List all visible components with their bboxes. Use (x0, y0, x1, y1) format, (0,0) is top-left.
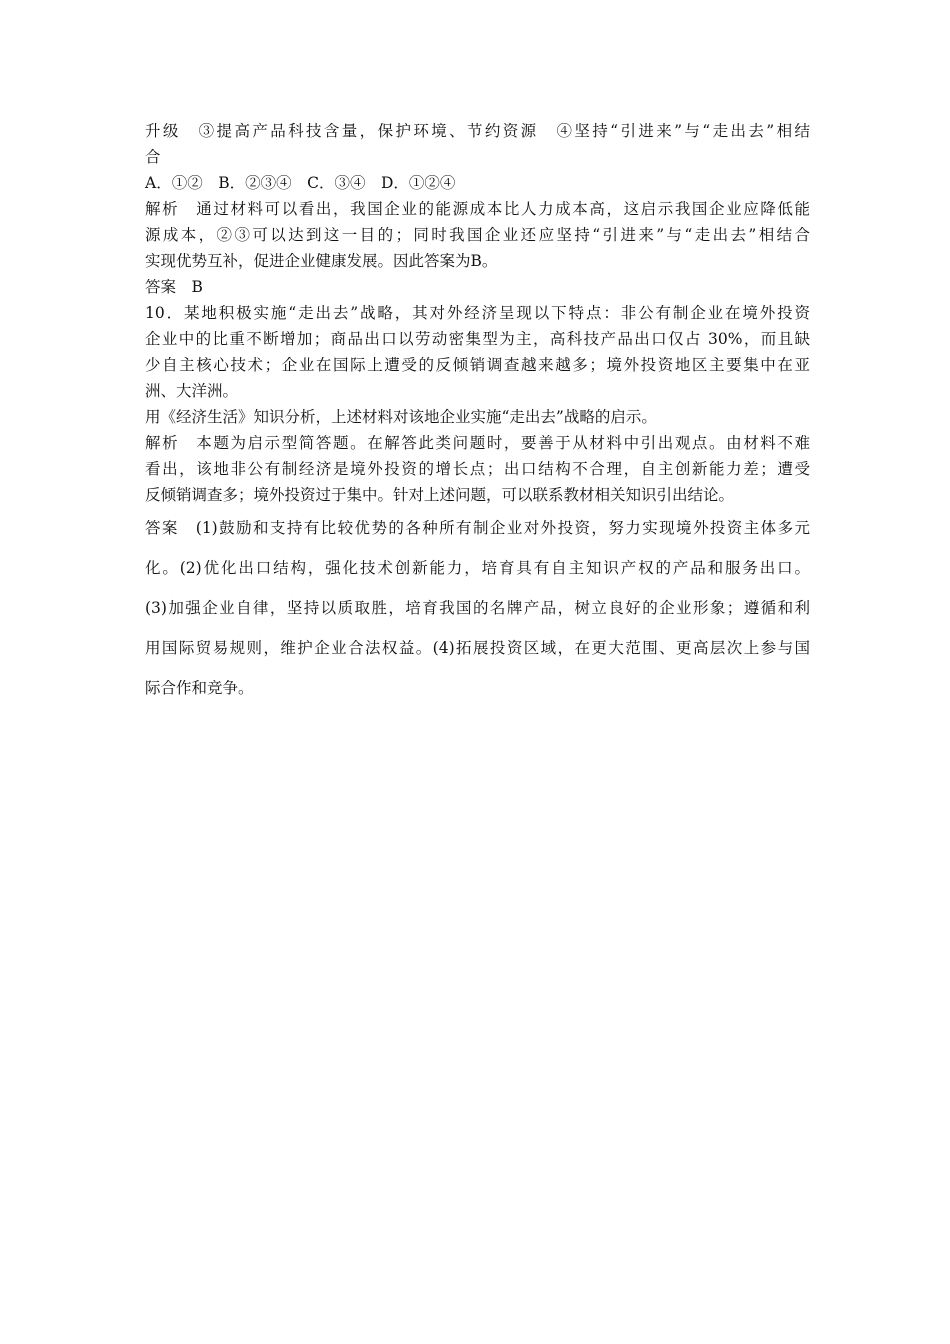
q9-options-continuation (145, 118, 810, 170)
document-page (145, 118, 810, 708)
q10-analysis-line: 反倾销调查多；境外投资过于集中。针对上述问题，可以联系教材相关知识引出结论。 (145, 486, 735, 504)
q9-choice-line-end: 合 (145, 148, 161, 166)
q10-answer-line: (3)加强企业自律，坚持以质取胜，培育我国的名牌产品，树立良好的企业形象；遵循和利 (145, 599, 810, 617)
q9-analysis (145, 196, 810, 274)
q9-answer: 答案 B (145, 278, 203, 296)
q9-analysis-line: 源成本，②③可以达到这一目的；同时我国企业还应坚持“引进来”与“走出去”相结合 (145, 226, 810, 244)
q10-answer-line: 答案 (1)鼓励和支持有比较优势的各种所有制企业对外投资，努力实现境外投资主体多元 (145, 519, 810, 537)
q9-answer-options: A．①② B．②③④ C．③④ D．①②④ (145, 174, 456, 192)
q10-stem-line: 洲、大洋洲。 (145, 382, 239, 400)
q10-answer-line: 际合作和竞争。 (145, 679, 254, 697)
q10-analysis-line: 看出，该地非公有制经济是境外投资的增长点；出口结构不合理，自主创新能力差；遭受 (145, 460, 810, 478)
q10-analysis-line: 解析 本题为启示型简答题。在解答此类问题时，要善于从材料中引出观点。由材料不难 (145, 434, 810, 452)
q10-stem-line: 10．某地积极实施“走出去”战略，其对外经济呈现以下特点：非公有制企业在境外投资 (145, 304, 810, 322)
q10-stem (145, 300, 810, 404)
q10-stem-line: 企业中的比重不断增加；商品出口以劳动密集型为主，高科技产品出口仅占 30%，而且缺 (145, 330, 810, 348)
q10-answer (145, 508, 810, 708)
q10-stem-line: 少自主核心技术；企业在国际上遭受的反倾销调查越来越多；境外投资地区主要集中在亚 (145, 356, 810, 374)
q9-analysis-line: 解析 通过材料可以看出，我国企业的能源成本比人力成本高，这启示我国企业应降低能 (145, 200, 810, 218)
q10-answer-line: 用国际贸易规则，维护企业合法权益。(4)拓展投资区域，在更大范围、更高层次上参与国 (145, 639, 810, 657)
q10-question: 用《经济生活》知识分析，上述材料对该地企业实施“走出去”战略的启示。 (145, 408, 657, 426)
q10-analysis (145, 430, 810, 508)
q10-answer-line: 化。(2)优化出口结构，强化技术创新能力，培育具有自主知识产权的产品和服务出口。 (145, 559, 810, 577)
q9-choice-line: 升级 ③提高产品科技含量，保护环境、节约资源 ④坚持“引进来”与“走出去”相结 (145, 122, 810, 140)
q9-analysis-line: 实现优势互补，促进企业健康发展。因此答案为B。 (145, 252, 498, 270)
